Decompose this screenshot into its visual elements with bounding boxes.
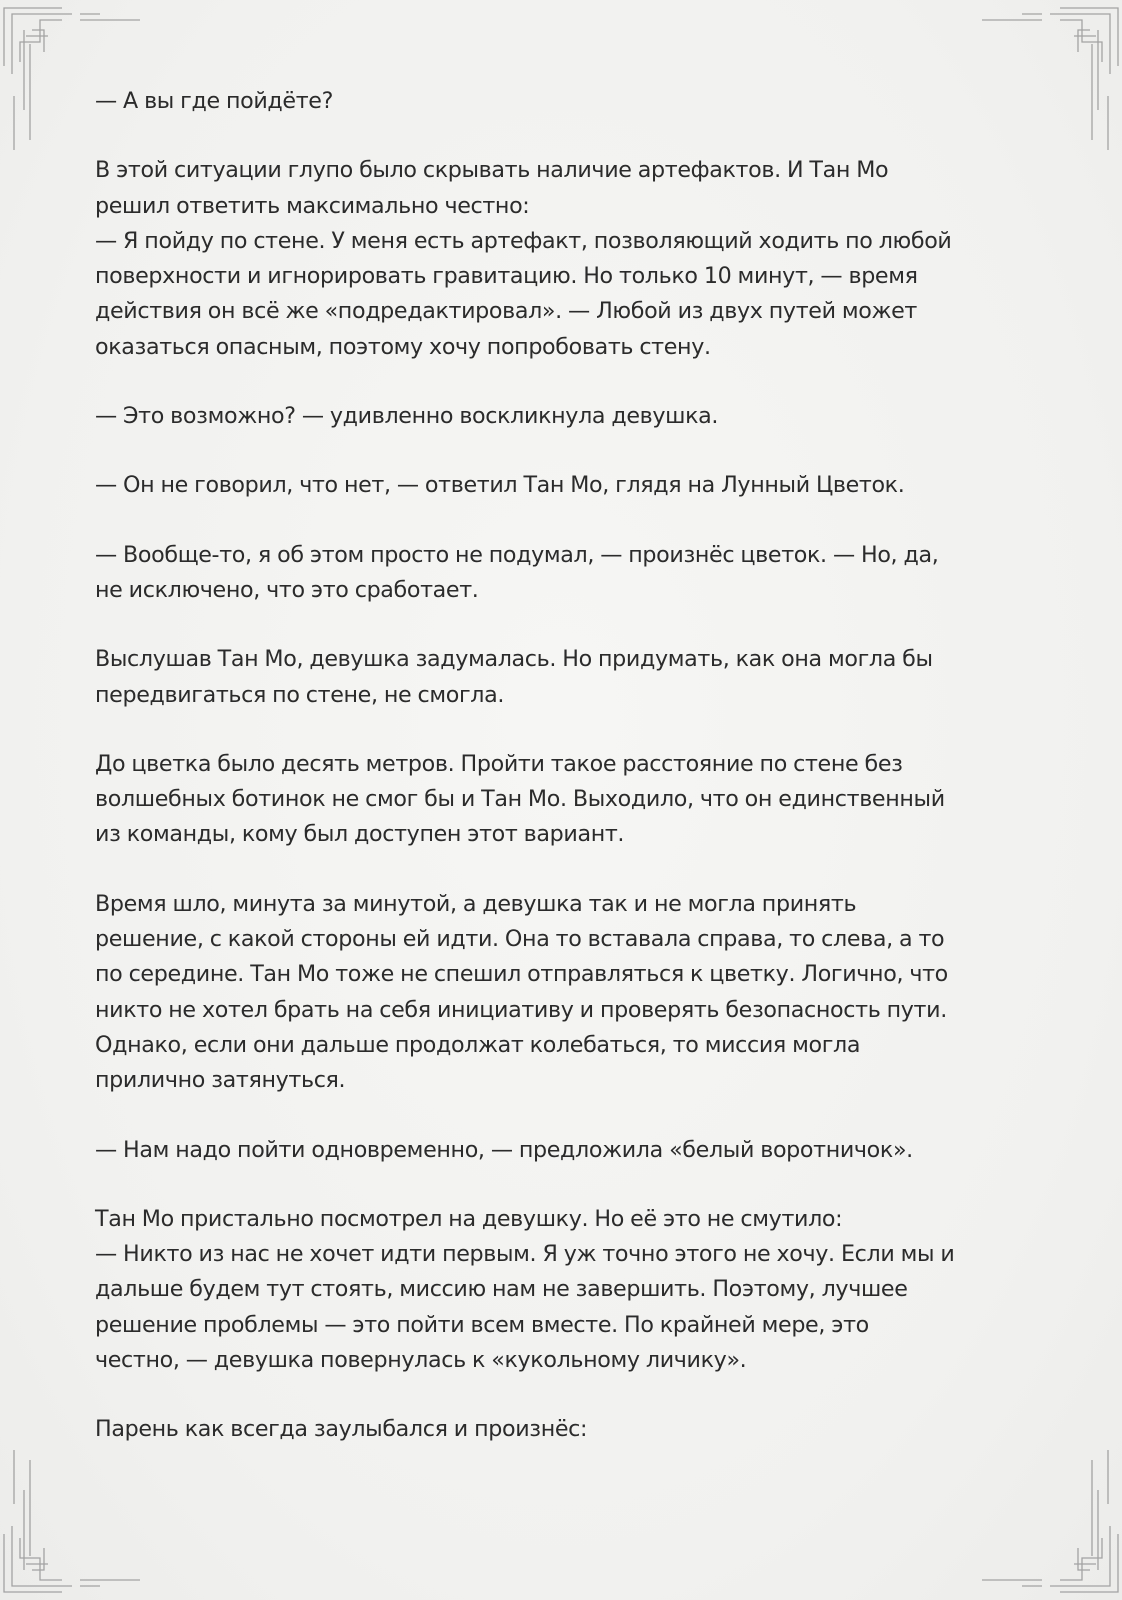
text-line: Выслушав Тан Мо, девушка задумалась. Но придумать, как она могла бы	[95, 646, 933, 673]
paragraph	[95, 1133, 1040, 1168]
text-line: действия он всё же «подредактировал». — Любой из двух путей может	[95, 298, 917, 325]
text-line: решение проблемы — это пойти всем вместе. По крайней мере, это	[95, 1311, 869, 1338]
text-line: — Никто из нас не хочет идти первым. Я уж точно этого не хочу. Если мы и	[95, 1241, 955, 1268]
paragraph	[95, 468, 1040, 503]
text-line: не исключено, что это сработает.	[95, 576, 479, 603]
text-line: оказаться опасным, поэтому хочу попробовать стену.	[95, 333, 711, 360]
text-line: Однако, если они дальше продолжат колебаться, то миссия могла	[95, 1031, 861, 1058]
paragraph	[95, 1412, 1040, 1447]
text-line: волшебных ботинок не смог бы и Тан Мо. Выходило, что он единственный	[95, 786, 945, 813]
text-line: — А вы где пойдёте?	[95, 88, 334, 114]
text-line: поверхности и игнорировать гравитацию. Но только 10 минут, — время	[95, 263, 918, 290]
paragraph	[95, 642, 1040, 713]
text-line: решил ответить максимально честно:	[95, 192, 530, 219]
text-line: Время шло, минута за минутой, а девушка так и не могла принять	[95, 890, 857, 917]
document-body	[95, 84, 1040, 1482]
text-line: — Нам надо пойти одновременно, — предложила «белый воротничок».	[95, 1136, 913, 1163]
text-line: — Он не говорил, что нет, — ответил Тан Мо, глядя на Лунный Цветок.	[95, 472, 905, 499]
text-line: честно, — девушка повернулась к «кукольному личику».	[95, 1347, 747, 1374]
paragraph	[95, 153, 1040, 365]
text-line: — Я пойду по стене. У меня есть артефакт, позволяющий ходить по любой	[95, 227, 952, 254]
paragraph	[95, 747, 1040, 853]
text-line: В этой ситуации глупо было скрывать наличие артефактов. И Тан Мо	[95, 157, 889, 184]
text-line: дальше будем тут стоять, миссию нам не завершить. Поэтому, лучшее	[95, 1276, 908, 1303]
text-line: Тан Мо пристально посмотрел на девушку. Но её это не смутило:	[95, 1205, 843, 1232]
text-line: из команды, кому был доступен этот вариант.	[95, 821, 625, 848]
text-line: — Вообще-то, я об этом просто не подумал, — произнёс цветок. — Но, да,	[95, 541, 939, 568]
paragraph	[95, 887, 1040, 1099]
text-line: До цветка было десять метров. Пройти такое расстояние по стене без	[95, 750, 903, 777]
paragraph	[95, 538, 1040, 609]
text-line: Парень как всегда заулыбался и произнёс:	[95, 1416, 588, 1443]
text-line: по середине. Тан Мо тоже не спешил отправляться к цветку. Логично, что	[95, 961, 948, 988]
text-line: передвигаться по стене, не смогла.	[95, 681, 505, 708]
text-line: прилично затянуться.	[95, 1067, 346, 1094]
text-line: решение, с какой стороны ей идти. Она то вставала справа, то слева, а то	[95, 926, 945, 953]
paragraph	[95, 1202, 1040, 1378]
text-line: никто не хотел брать на себя инициативу и проверять безопасность пути.	[95, 996, 947, 1023]
text-line: — Это возможно? — удивленно воскликнула девушка.	[95, 403, 719, 430]
paragraph	[95, 84, 1040, 119]
paragraph	[95, 399, 1040, 434]
